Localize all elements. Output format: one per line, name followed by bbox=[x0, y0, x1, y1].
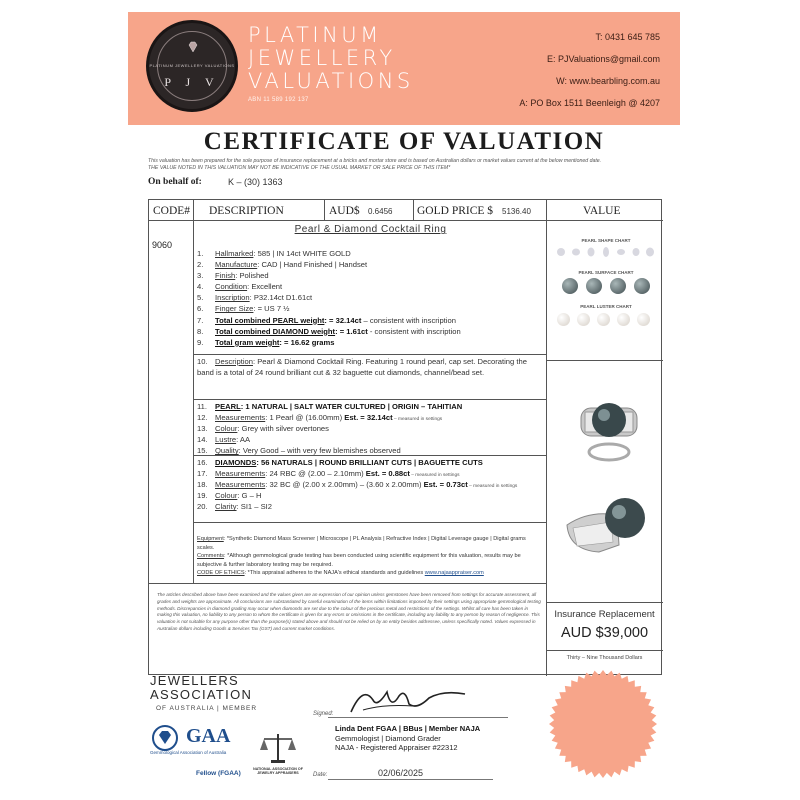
gaa-logo-text: GAA bbox=[186, 725, 231, 747]
ja-subtitle: OF AUSTRALIA | MEMBER bbox=[156, 705, 258, 712]
abn: ABN 11 589 192 137 bbox=[248, 97, 309, 103]
pearl-sample bbox=[577, 313, 590, 326]
item-description: 10. Description: Pearl & Diamond Cocktail Ring. Featuring 1 round pearl, cap set. Decorating the band is a total of 24 round brilliant cut & 32 baguette cut diamonds, channel/bead set. bbox=[197, 357, 527, 377]
email: E: PJValuations@gmail.com bbox=[546, 54, 660, 64]
pearl-shape-chart-title: PEARL SHAPE CHART bbox=[581, 238, 631, 243]
disclaimer-line: THE VALUE NOTED IN THIS VALUATION MAY NOT BE INDICATIVE OF THE USUAL MARKET OR SALE PRICE OF THIS ITEM* bbox=[148, 165, 451, 171]
pearl-sample bbox=[597, 313, 610, 326]
equipment-line: Equipment: *Synthetic Diamond Mass Screener | Microscope | PL Analysis | Refractive Index | Digital Leverage gauge | Digital grams scales. bbox=[197, 536, 526, 551]
pearl-surface-chart-title: PEARL SURFACE CHART bbox=[578, 270, 634, 275]
col-value: VALUE bbox=[583, 205, 621, 217]
ethics-line: CODE OF ETHICS: *This appraisal adheres to the NAJA's ethical standards and guidelines www.najaappraiser.com bbox=[197, 570, 484, 576]
spec-row: 11. PEARL: 1 NATURAL | SALT WATER CULTURED | ORIGIN – TAHITIAN bbox=[197, 402, 463, 411]
naja-link[interactable]: www.najaappraiser.com bbox=[424, 570, 484, 576]
ja-line: ASSOCIATION bbox=[150, 687, 253, 702]
spec-row: 7. Total combined PEARL weight: = 32.14ct – consistent with inscription bbox=[197, 315, 456, 325]
pearl-sample bbox=[562, 278, 578, 294]
ring-photo-side bbox=[559, 490, 654, 565]
item-title: Pearl & Diamond Cocktail Ring bbox=[294, 224, 447, 235]
spec-row: 3. Finish: Polished bbox=[197, 271, 269, 281]
spec-row: 1. Hallmarked: 585 | IN 14ct WHITE GOLD bbox=[197, 249, 351, 258]
spec-row: 6. Finger Size: = US 7 ½ bbox=[197, 304, 290, 314]
brand-name bbox=[248, 24, 414, 93]
logo-ring-text: PLATINUM JEWELLERY VALUATIONS bbox=[149, 63, 235, 68]
insurance-words: Thirty – Nine Thousand Dollars bbox=[566, 655, 643, 661]
col-aud: AUD$ bbox=[329, 205, 360, 217]
comments-line: Comments: *Although gemmological grade testing has been conducted using scientific equipment for this valuation, results may be subjective & further laboratory testing may be required. bbox=[197, 553, 521, 568]
seal-stamp bbox=[543, 664, 663, 784]
phone: T: 0431 645 785 bbox=[595, 32, 660, 42]
pearl-luster-chart-title: PEARL LUSTER CHART bbox=[580, 304, 632, 309]
spec-row: 4. Condition: Excellent bbox=[197, 282, 283, 292]
page-title: CERTIFICATE OF VALUATION bbox=[203, 128, 605, 155]
ring-photo-front bbox=[569, 390, 649, 465]
certificate-page bbox=[128, 12, 680, 787]
pearl-shape-chart bbox=[554, 245, 656, 263]
gaa-emblem-icon bbox=[150, 725, 182, 751]
pearl-sample bbox=[557, 313, 570, 326]
spec-row: 17. Measurements: 24 RBC @ (2.00 – 2.10mm) Est. = 0.88ct – measured in settings bbox=[197, 469, 460, 479]
signed-label: Signed: bbox=[313, 711, 334, 717]
pjv-logo bbox=[146, 20, 238, 112]
website: W: www.bearbling.com.au bbox=[556, 76, 660, 86]
date-value: 02/06/2025 bbox=[378, 768, 424, 778]
naja-scales-icon bbox=[258, 730, 298, 766]
item-specs bbox=[197, 248, 542, 348]
spec-row: 13. Colour: Grey with silver overtones bbox=[197, 424, 329, 434]
brand-line: PLATINUM bbox=[248, 23, 382, 47]
pearl-sample bbox=[617, 313, 630, 326]
aud-value: 0.6456 bbox=[368, 207, 393, 216]
insurance-value: AUD $39,000 bbox=[560, 625, 649, 641]
disclaimer bbox=[148, 158, 668, 172]
signer-block bbox=[335, 724, 480, 753]
spec-row: 5. Inscription: P32.14ct D1.61ct bbox=[197, 293, 313, 303]
header-band bbox=[128, 12, 680, 125]
diamond-icon bbox=[187, 41, 199, 53]
col-code: CODE# bbox=[153, 205, 191, 217]
jewellers-association-logo bbox=[150, 674, 252, 702]
on-behalf-label: On behalf of: bbox=[148, 177, 202, 187]
valuation-table bbox=[148, 199, 662, 675]
date-line bbox=[328, 779, 493, 780]
disclaimer-line: This valuation has been prepared for the sole purpose of insurance replacement at a bricks and mortar store and is based on Australian dollars or market values current at the below mentioned date. bbox=[148, 158, 602, 164]
diamond-specs bbox=[197, 457, 542, 512]
logo-letters: P J V bbox=[164, 75, 220, 89]
signature-line bbox=[328, 717, 508, 718]
spec-row: 15. Quality: Very Good – with very few blemishes observed bbox=[197, 446, 401, 456]
spec-row: 18. Measurements: 32 BC @ (2.00 x 2.00mm) – (3.60 x 2.00mm) Est. = 0.73ct – measured in settings bbox=[197, 480, 518, 490]
on-behalf-value: K – (30) 1363 bbox=[228, 177, 283, 187]
col-gold-price: GOLD PRICE $ bbox=[417, 205, 494, 217]
spec-row: 8. Total combined DIAMOND weight: = 1.61ct - consistent with inscription bbox=[197, 326, 461, 336]
brand-line: VALUATIONS bbox=[248, 69, 414, 93]
equipment-notes bbox=[197, 535, 542, 578]
spec-row: 19. Colour: G – H bbox=[197, 491, 262, 501]
item-code: 9060 bbox=[152, 240, 173, 250]
signer-name: Linda Dent FGAA | BBus | Member NAJA bbox=[335, 724, 481, 733]
signature bbox=[343, 680, 473, 720]
gaa-fellow: Fellow (FGAA) bbox=[196, 770, 241, 777]
brand-line: JEWELLERY bbox=[248, 46, 396, 70]
pearl-specs bbox=[197, 401, 542, 456]
naja-subtitle: NATIONAL ASSOCIATION OF JEWELRY APPRAISERS bbox=[253, 767, 303, 776]
insurance-label: Insurance Replacement bbox=[554, 609, 655, 620]
col-description: DESCRIPTION bbox=[209, 205, 284, 217]
pearl-sample bbox=[610, 278, 626, 294]
address: A: PO Box 1511 Beenleigh @ 4207 bbox=[519, 98, 660, 108]
ja-line: JEWELLERS bbox=[150, 673, 240, 688]
signer-registration: NAJA - Registered Appraiser #22312 bbox=[335, 743, 458, 752]
pearl-sample bbox=[586, 278, 602, 294]
pearl-sample bbox=[634, 278, 650, 294]
contact-block bbox=[519, 26, 660, 114]
spec-row: 12. Measurements: 1 Pearl @ (16.00mm) Est. = 32.14ct – measured in settings bbox=[197, 413, 443, 423]
spec-row: 16. DIAMONDS: 56 NATURALS | ROUND BRILLIANT CUTS | BAGUETTE CUTS bbox=[197, 458, 483, 467]
spec-row: 9. Total gram weight: = 16.62 grams bbox=[197, 337, 335, 347]
spec-row: 2. Manufacture: CAD | Hand Finished | Handset bbox=[197, 260, 368, 270]
signer-role: Gemmologist | Diamond Grader bbox=[335, 733, 441, 743]
spec-row: 14. Lustre: AA bbox=[197, 435, 251, 445]
pearl-sample bbox=[637, 313, 650, 326]
fine-print: The articles described above have been examined and the values given are an expression of our opinion unless gemstones have been removed from settings for accurate assessment, all grades and weights are approximate. All conclusions are substantiated by careful examination of the items within limitations imposed by their settings using appropriate gemmological testing methods. Discrepancies in diamond grading may occur when diamonds are set due to the colour of the precious metal and restrictions of the settings. Whilst all care has been taken in making this valuation, no liability to any person to whom the certificate is given for any errors or omissions in the certificate, including any liability to any person by reason of negligence. This valuation is not suitable for any purpose other than the purpose(s) stated above and should not be relied on by an entity besides addressee, unless specifically noted. Values expressed in Australian dollars including Goods & Services Tax (GST) and current market conditions. bbox=[157, 592, 541, 631]
date-label: Date: bbox=[313, 772, 328, 778]
gold-value: 5136.40 bbox=[502, 207, 531, 216]
gaa-subtitle: Gemmological Association of Australia bbox=[150, 750, 227, 755]
spec-row: 20. Clarity: SI1 – SI2 bbox=[197, 502, 272, 512]
